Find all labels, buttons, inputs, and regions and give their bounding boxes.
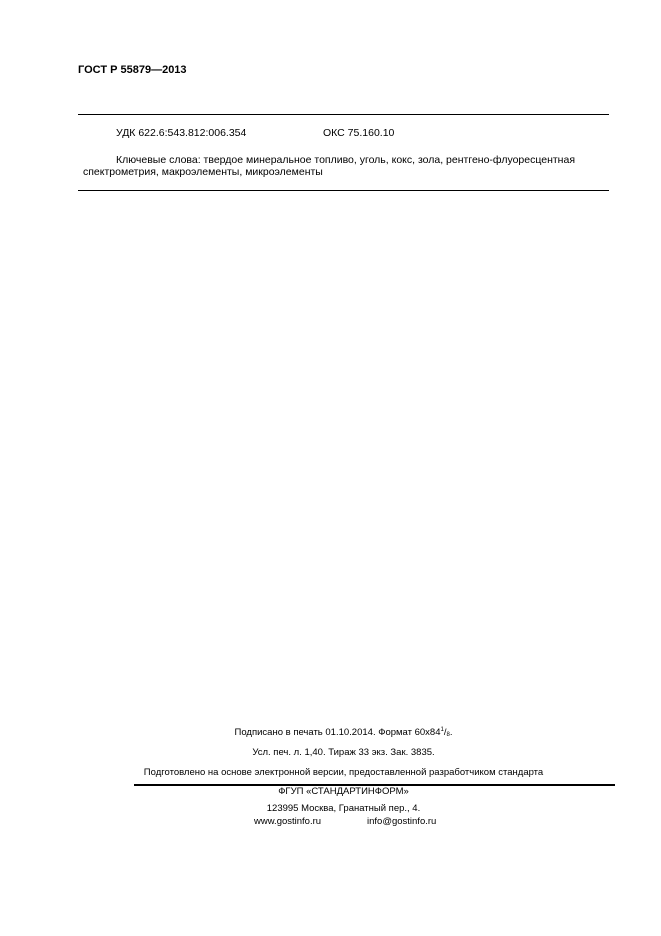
bottom-divider: [78, 190, 609, 191]
top-divider: [78, 114, 609, 115]
prepared-note: Подготовлено на основе электронной версии, предоставленной разработчиком стандарта: [143, 767, 544, 778]
format-numerator: 1: [440, 727, 444, 733]
signed-text: Подписано в печать 01.10.2014. Формат 60x84: [234, 727, 441, 738]
publisher-name: ФГУП «СТАНДАРТИНФОРМ»: [278, 786, 409, 797]
publisher-address: 123995 Москва, Гранатный пер., 4.: [266, 803, 421, 814]
format-denominator: 8: [446, 732, 450, 738]
print-details: Усл. печ. л. 1,40. Тираж 33 экз. Зак. 3835.: [252, 747, 435, 758]
signed-for-print: [78, 727, 609, 738]
publisher-email-link[interactable]: info@gostinfo.ru: [367, 816, 437, 827]
publisher-website-link[interactable]: www.gostinfo.ru: [254, 816, 322, 827]
oks-code: ОКС 75.160.10: [323, 127, 395, 139]
standard-code: ГОСТ Р 55879—2013: [78, 64, 187, 76]
format-suffix: .: [449, 727, 453, 738]
keywords-paragraph: Ключевые слова: твердое минеральное топливо, уголь, кокс, зола, рентгено-флуоресцентная спектрометрия, макроэлементы, микроэлементы: [83, 154, 576, 178]
udk-code: УДК 622.6:543.812:006.354: [116, 127, 247, 139]
format-slash: /: [443, 727, 447, 738]
